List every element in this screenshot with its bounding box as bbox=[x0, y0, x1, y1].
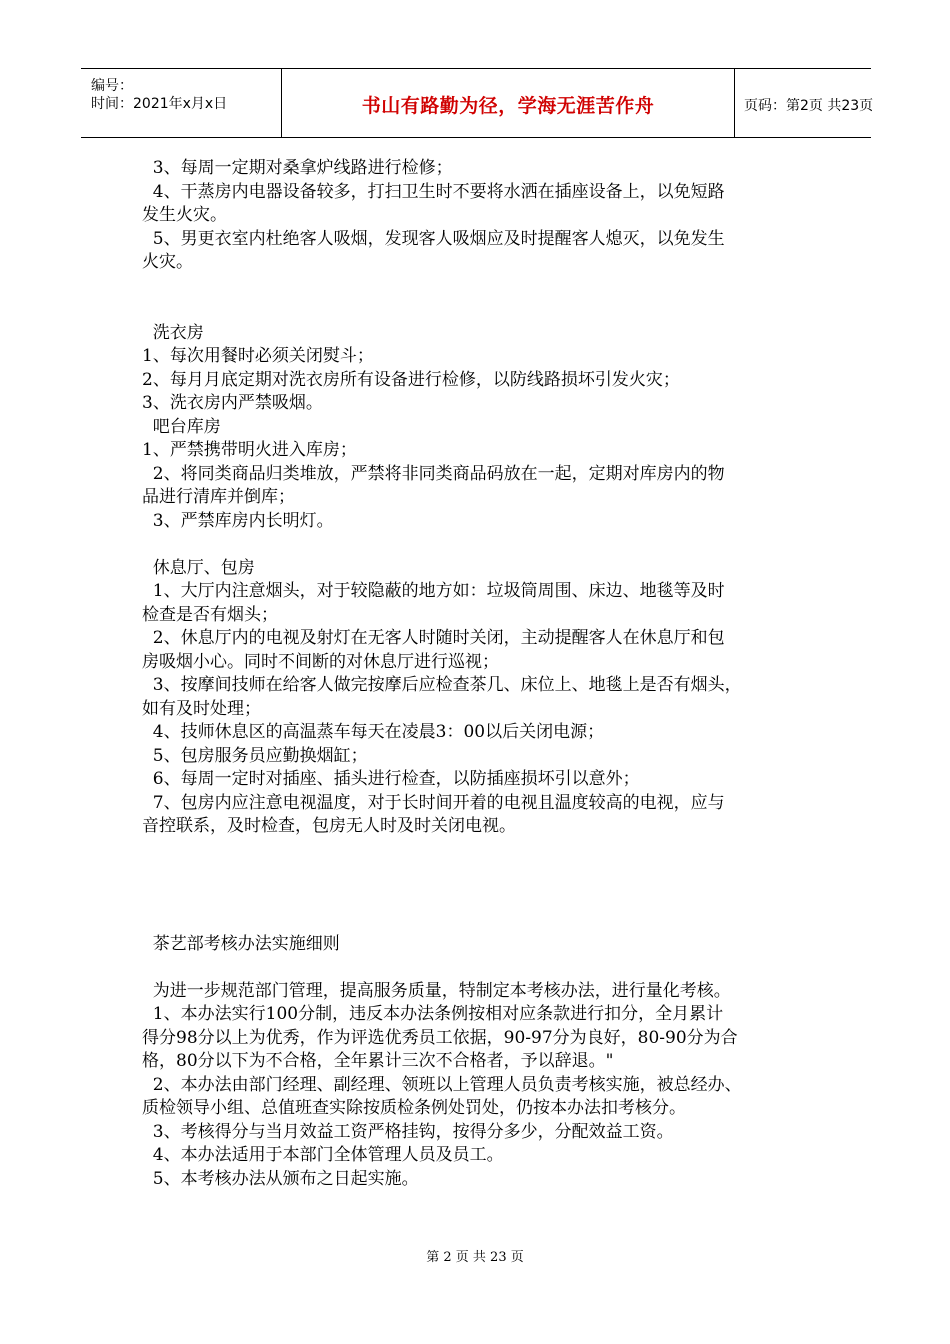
header-motto: 书山有路勤为径，学海无涯苦作舟 bbox=[361, 95, 655, 117]
text-line: 3、按摩间技师在给客人做完按摩后应检查茶几、床位上、地毯上是否有烟头， bbox=[142, 675, 742, 695]
text-line: 质检领导小组、总值班查实除按质检条例处罚处，仍按本办法扣考核分。 bbox=[142, 1098, 686, 1118]
text-line: 4、本办法适用于本部门全体管理人员及员工。 bbox=[142, 1145, 504, 1165]
text-line: 3、每周一定期对桑拿炉线路进行检修； bbox=[142, 158, 453, 178]
text-line: 6、每周一定时对插座、插头进行检查，以防插座损坏引以意外； bbox=[142, 769, 640, 789]
blank-line bbox=[142, 862, 812, 886]
text-line: 3、洗衣房内严禁吸烟。 bbox=[142, 393, 323, 413]
text-line: 茶艺部考核办法实施细则 bbox=[142, 933, 340, 954]
text-line: 2、将同类商品归类堆放，严禁将非同类商品码放在一起，定期对库房内的物 bbox=[142, 463, 725, 484]
time-label: 时间：2021年x月x日 bbox=[91, 96, 228, 112]
text-line: 1、严禁携带明火进入库房； bbox=[142, 440, 357, 460]
text-line: 得分98分以上为优秀，作为评选优秀员工依据，90-97分为良好，80-90分为合 bbox=[142, 1027, 738, 1048]
text-line: 7、包房内应注意电视温度，对于长时间开着的电视且温度较高的电视，应与 bbox=[142, 792, 725, 813]
text-line: 音控联系，及时检查，包房无人时及时关闭电视。 bbox=[142, 816, 516, 836]
text-line: 5、本考核办法从颁布之日起实施。 bbox=[142, 1168, 419, 1189]
blank-line bbox=[142, 956, 812, 980]
text-line: 发生火灾。 bbox=[142, 205, 227, 225]
blank-line bbox=[142, 298, 812, 322]
text-line: 检查是否有烟头； bbox=[142, 604, 278, 625]
blank-line bbox=[142, 886, 812, 910]
text-line: 5、包房服务员应勤换烟缸； bbox=[142, 745, 368, 766]
header-page-info: 页码：第2页 共23页 bbox=[744, 98, 874, 114]
header-meta-cell bbox=[81, 69, 281, 137]
text-line: 1、大厅内注意烟头，对于较隐蔽的地方如：垃圾筒周围、床边、地毯等及时 bbox=[142, 581, 725, 601]
text-line: 洗衣房 bbox=[142, 322, 204, 343]
blank-line bbox=[142, 533, 812, 557]
blank-line bbox=[142, 909, 812, 933]
text-line: 火灾。 bbox=[142, 252, 193, 272]
text-line: 1、本办法实行100分制，违反本办法条例按相对应条款进行扣分，全月累计 bbox=[142, 1004, 724, 1024]
blank-line bbox=[142, 839, 812, 863]
text-line: 2、本办法由部门经理、副经理、领班以上管理人员负责考核实施，被总经办、 bbox=[142, 1074, 742, 1095]
text-line: 1、每次用餐时必须关闭熨斗； bbox=[142, 346, 374, 366]
text-line: 2、每月月底定期对洗衣房所有设备进行检修，以防线路损坏引发火灾； bbox=[142, 369, 680, 390]
blank-line bbox=[142, 275, 812, 299]
text-line: 房吸烟小心。同时不间断的对休息厅进行巡视； bbox=[142, 651, 499, 672]
text-line: 品进行清库并倒库； bbox=[142, 487, 295, 507]
text-line: 2、休息厅内的电视及射灯在无客人时随时关闭，主动提醒客人在休息厅和包 bbox=[142, 628, 725, 648]
page-header bbox=[81, 68, 874, 138]
page-footer: 第 2 页 共 23 页 bbox=[426, 1250, 524, 1265]
document-body bbox=[142, 157, 812, 1191]
text-line: 3、严禁库房内长明灯。 bbox=[142, 510, 334, 531]
text-line: 4、干蒸房内电器设备较多，打扫卫生时不要将水洒在插座设备上，以免短路 bbox=[142, 181, 725, 202]
header-motto-cell bbox=[281, 69, 735, 137]
text-line: 为进一步规范部门管理，提高服务质量，特制定本考核办法，进行量化考核。 bbox=[142, 980, 731, 1001]
text-line: 4、技师休息区的高温蒸车每天在凌晨3：00以后关闭电源； bbox=[142, 722, 605, 742]
text-line: 格，80分以下为不合格，全年累计三次不合格者，予以辞退。" bbox=[142, 1051, 614, 1071]
header-page-cell bbox=[734, 69, 874, 137]
text-line: 吧台库房 bbox=[142, 416, 221, 437]
serial-label: 编号： bbox=[91, 78, 133, 94]
text-line: 如有及时处理； bbox=[142, 698, 261, 719]
text-line: 休息厅、包房 bbox=[142, 557, 255, 578]
text-line: 3、考核得分与当月效益工资严格挂钩，按得分多少，分配效益工资。 bbox=[142, 1121, 674, 1142]
text-line: 5、男更衣室内杜绝客人吸烟，发现客人吸烟应及时提醒客人熄灭，以免发生 bbox=[142, 228, 725, 249]
